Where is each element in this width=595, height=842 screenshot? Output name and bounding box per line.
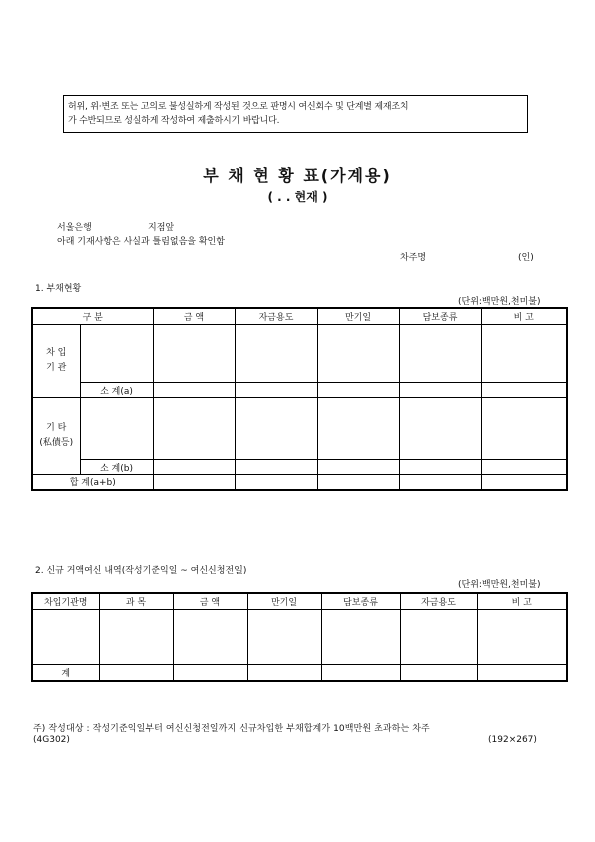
header-purpose: 자금용도 [400, 593, 477, 610]
group-lender-label: 차 입 기 관 [32, 325, 80, 398]
header-amount: 금 액 [173, 593, 247, 610]
footnote-text: 주) 작성대상 : 작성기준익일부터 여신신청전일까지 신규차입한 부채합계가 10백만원 초과하는 차주 [33, 724, 430, 734]
notice-line-1: 허위, 위·변조 또는 고의로 불성실하게 작성된 것으로 판명시 여신회수 및 단계별 제재조치 [68, 102, 409, 112]
subtotal-b-amount[interactable] [153, 460, 235, 475]
header-amount: 금 액 [153, 308, 235, 325]
other-remarks-cell[interactable] [481, 398, 567, 460]
subtotal-b-label: 소 계(b) [80, 460, 153, 475]
section2-heading: 2. 신규 거액여신 내역(작성기준익일 ~ 여신신청전일) [35, 566, 247, 576]
total-amount[interactable] [173, 665, 247, 681]
lender-collateral-cell[interactable] [399, 325, 481, 383]
header-maturity: 만기일 [247, 593, 321, 610]
header-collateral: 담보종류 [321, 593, 400, 610]
header-category: 구 분 [32, 308, 153, 325]
header-collateral: 담보종류 [399, 308, 481, 325]
section1-unit: (단위:백만원,천미불) [458, 297, 541, 307]
subtotal-a-amount[interactable] [153, 383, 235, 398]
lender-name-cell[interactable] [80, 325, 153, 383]
other-amount-cell[interactable] [153, 398, 235, 460]
page-title: 부 채 현 황 표(가계용) [203, 166, 392, 185]
header-lender: 차입기관명 [32, 593, 99, 610]
subject-cell[interactable] [99, 610, 173, 665]
lender-amount-cell[interactable] [153, 325, 235, 383]
other-maturity-cell[interactable] [317, 398, 399, 460]
header-maturity: 만기일 [317, 308, 399, 325]
header-remarks: 비 고 [481, 308, 567, 325]
new-loans-table [31, 592, 568, 682]
maturity-cell[interactable] [247, 610, 321, 665]
header-subject: 과 목 [99, 593, 173, 610]
purpose-cell[interactable] [400, 610, 477, 665]
seal-label: (인) [518, 253, 534, 263]
lender-maturity-cell[interactable] [317, 325, 399, 383]
amount-cell[interactable] [173, 610, 247, 665]
section2-unit: (단위:백만원,천미불) [458, 580, 541, 590]
notice-box [63, 95, 528, 133]
borrower-label: 차주명 [400, 253, 427, 263]
debt-status-table [31, 307, 568, 491]
other-purpose-cell[interactable] [235, 398, 317, 460]
section1-heading: 1. 부채현황 [35, 284, 82, 294]
branch-label: 지점앞 [148, 223, 175, 233]
date-subtitle: ( . . 현재 ) [267, 190, 328, 204]
subtotal-a-label: 소 계(a) [80, 383, 153, 398]
total-label: 계 [32, 665, 99, 681]
other-name-cell[interactable] [80, 398, 153, 460]
remarks-cell[interactable] [477, 610, 567, 665]
total-amount[interactable] [153, 475, 235, 490]
other-collateral-cell[interactable] [399, 398, 481, 460]
lender-name-cell[interactable] [32, 610, 99, 665]
lender-remarks-cell[interactable] [481, 325, 567, 383]
lender-purpose-cell[interactable] [235, 325, 317, 383]
confirmation-text: 아래 기재사항은 사실과 틀림없음을 확인함 [57, 237, 225, 247]
paper-size: (192×267) [488, 735, 537, 745]
header-purpose: 자금용도 [235, 308, 317, 325]
collateral-cell[interactable] [321, 610, 400, 665]
group-other-label: 기 타 (私債등) [32, 398, 80, 475]
notice-line-2: 가 수반되므로 성실하게 작성하여 제출하시기 바랍니다. [68, 116, 280, 126]
form-code: (4G302) [33, 735, 70, 745]
header-remarks: 비 고 [477, 593, 567, 610]
bank-name: 서울은행 [57, 223, 92, 233]
total-label: 합 계(a+b) [32, 475, 153, 490]
